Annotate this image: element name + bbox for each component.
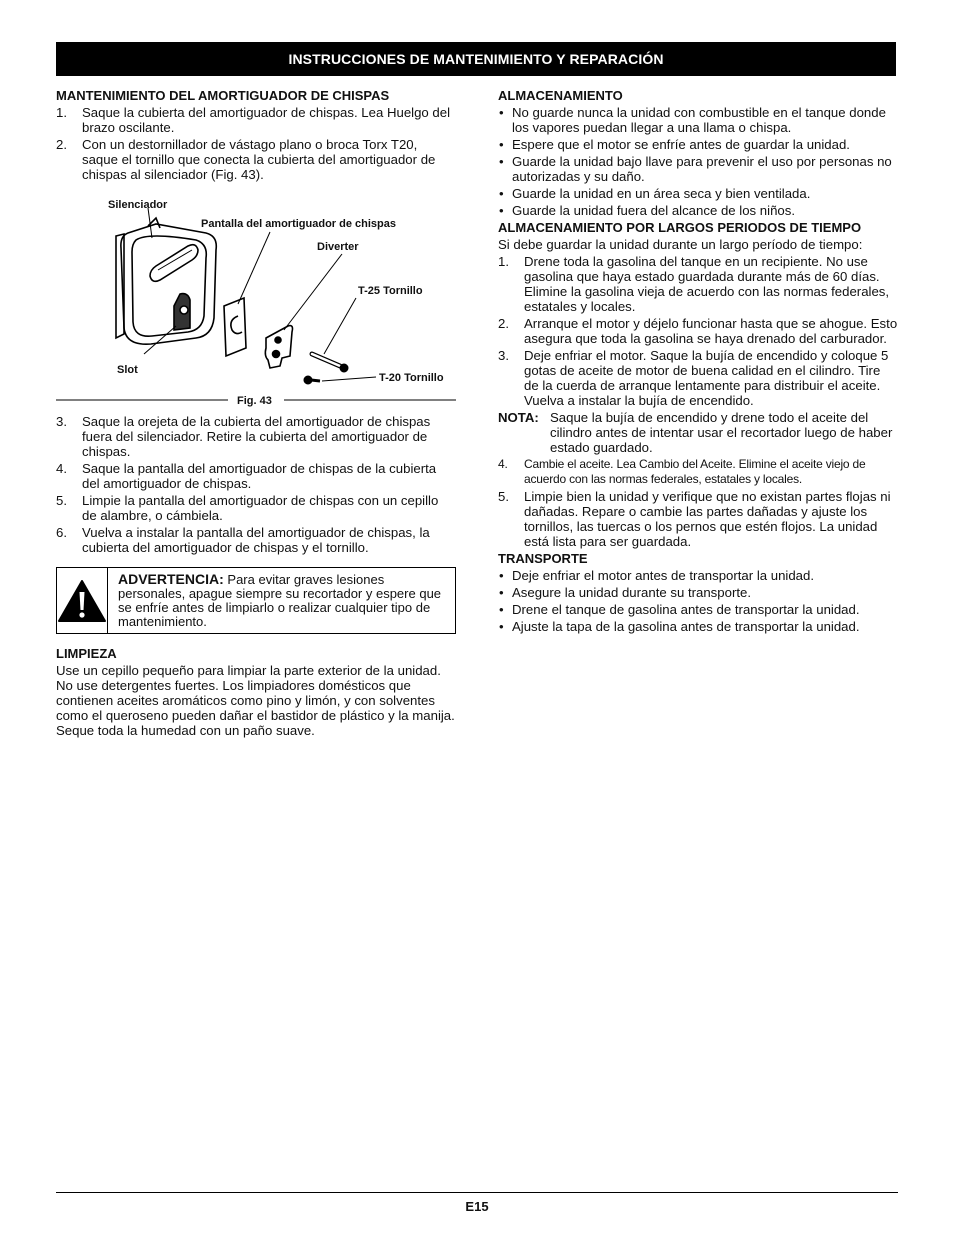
list-item (498, 619, 898, 634)
warning-title: ADVERTENCIA: (118, 571, 224, 587)
heading-storage: ALMACENAMIENTO (498, 88, 623, 103)
bullet-text: Espere que el motor se enfríe antes de guardar la unidad. (512, 137, 850, 152)
section-banner (56, 42, 896, 76)
bullet-icon: • (499, 568, 504, 583)
bullet-text: No guarde nunca la unidad con combustible en el tanque donde los vapores puedan llegar a una llama o chispa. (512, 105, 886, 135)
step-number: 3. (56, 414, 67, 429)
bullet-icon: • (499, 186, 504, 201)
warning-box (56, 567, 456, 634)
warning-icon-cell (57, 568, 108, 633)
list-item (498, 254, 898, 314)
step-text: Saque la orejeta de la cubierta del amortiguador de chispas fuera del silenciador. Retire la cubierta del amortiguador de chispas. (82, 414, 431, 459)
list-item (498, 568, 898, 583)
muffler-drawing (116, 218, 216, 344)
label-silenciador: Silenciador (108, 199, 168, 211)
long-storage-intro: Si debe guardar la unidad durante un largo período de tiempo: (498, 237, 863, 252)
label-pantalla: Pantalla del amortiguador de chispas (201, 218, 396, 230)
list-item (56, 105, 456, 135)
right-column (498, 88, 898, 636)
bullet-icon: • (499, 154, 504, 169)
step-text: Arranque el motor y déjelo funcionar hasta que se ahogue. Esto asegura que toda la gasolina se haya drenado del carburador. (524, 316, 898, 346)
bullet-text: Asegure la unidad durante su transporte. (512, 585, 751, 600)
step-number: 2. (56, 137, 67, 152)
storage-bullets (498, 105, 898, 218)
cleaning-text: Use un cepillo pequeño para limpiar la parte exterior de la unidad. No use detergentes fuertes. Los limpiadores domésticos que contienen aceites aromáticos como pino y limón, y con solventes como el queroseno pueden dañar el bastidor de plástico y la manija. Seque toda la humedad con un paño suave. (56, 663, 455, 738)
section-title: INSTRUCCIONES DE MANTENIMIENTO Y REPARACIÓN (288, 51, 664, 67)
step-text: Drene toda la gasolina del tanque en un recipiente. No use gasolina que haya estado guardada durante más de 60 días. Elimine la gasolina vieja de acuerdo con las normas federales, estatales y locales. (524, 254, 890, 314)
list-item (498, 489, 898, 549)
list-item (498, 154, 898, 184)
step-number: 5. (56, 493, 67, 508)
step-text: Deje enfriar el motor. Saque la bujía de encendido y coloque 5 gotas de aceite de motor de buena calidad en el cilindro. Tire de la cuerda de arranque lentamente para distribuir el aceite. Vuelva a instalar la bujía de encendido. (524, 348, 889, 408)
heading-muffler-maintenance: MANTENIMIENTO DEL AMORTIGUADOR DE CHISPAS (56, 88, 390, 103)
bullet-text: Guarde la unidad en un área seca y bien ventilada. (512, 186, 811, 201)
figure-43 (56, 188, 456, 406)
label-slot: Slot (117, 364, 138, 376)
note-label: NOTA: (498, 410, 539, 425)
step-text: Con un destornillador de vástago plano o broca Torx T20, saque el tornillo que conecta la cubierta del amortiguador de chispas al silenciador (Fig. 43). (82, 137, 436, 182)
bullet-icon: • (499, 203, 504, 218)
long-storage-steps (498, 254, 898, 408)
bullet-icon: • (499, 137, 504, 152)
step-text: Limpie bien la unidad y verifique que no existan partes flojas ni dañadas. Repare o cambie las partes dañadas y ajuste los tornillos, las tuercas o los pernos que estén flojos. La unidad está lista para ser guardada. (524, 489, 891, 549)
spark-arrestor-screen-drawing (224, 298, 246, 356)
bullet-text: Guarde la unidad fuera del alcance de los niños. (512, 203, 795, 218)
muffler-steps-list-continued (56, 414, 456, 555)
step-number: 6. (56, 525, 67, 540)
t25-screw-drawing (312, 354, 348, 372)
label-t20: T-20 Tornillo (379, 372, 444, 384)
bullet-text: Deje enfriar el motor antes de transportar la unidad. (512, 568, 815, 583)
list-item (56, 414, 456, 459)
label-t25: T-25 Tornillo (358, 285, 423, 297)
list-item (498, 457, 898, 487)
list-item (56, 461, 456, 491)
step-number: 3. (498, 348, 509, 363)
transport-bullets (498, 568, 898, 634)
bullet-icon: • (499, 619, 504, 634)
step-text: Saque la pantalla del amortiguador de chispas de la cubierta del amortiguador de chispas. (82, 461, 437, 491)
warning-triangle-icon (57, 578, 107, 624)
list-item (498, 348, 898, 408)
bullet-icon: • (499, 105, 504, 120)
note-block (498, 410, 898, 455)
list-item (498, 316, 898, 346)
step-text: Limpie la pantalla del amortiguador de chispas con un cepillo de alambre, o cámbiela. (82, 493, 439, 523)
diverter-drawing (265, 326, 292, 368)
step-number: 5. (498, 489, 509, 504)
list-item (56, 525, 456, 555)
muffler-steps-list (56, 105, 456, 182)
t20-screw-drawing (304, 376, 320, 384)
bullet-text: Drene el tanque de gasolina antes de transportar la unidad. (512, 602, 860, 617)
heading-cleaning: LIMPIEZA (56, 646, 117, 661)
bullet-text: Ajuste la tapa de la gasolina antes de transportar la unidad. (512, 619, 860, 634)
warning-text (108, 568, 455, 633)
list-item (498, 203, 898, 218)
step-number: 4. (56, 461, 67, 476)
list-item (498, 105, 898, 135)
step-text: Cambie el aceite. Lea Cambio del Aceite. Elimine el aceite viejo de acuerdo con las normas federales, estatales y locales. (524, 457, 866, 486)
step-number: 2. (498, 316, 509, 331)
heading-transport: TRANSPORTE (498, 551, 588, 566)
heading-long-storage: ALMACENAMIENTO POR LARGOS PERIODOS DE TIEMPO (498, 220, 862, 235)
list-item (498, 186, 898, 201)
list-item (498, 137, 898, 152)
label-diverter: Diverter (317, 241, 359, 253)
long-storage-steps-continued (498, 457, 898, 549)
figure-caption: Fig. 43 (237, 395, 272, 407)
warning-body: Para evitar graves lesiones personales, apague siempre su recortador y espere que se enfríe antes de limpiarlo o realizar cualquier tipo de mantenimiento. (118, 572, 442, 629)
note-text: Saque la bujía de encendido y drene todo el aceite del cilindro antes de intentar usar el recortador luego de haber estado guardado. (550, 410, 893, 455)
list-item (56, 493, 456, 523)
bullet-text: Guarde la unidad bajo llave para prevenir el uso por personas no autorizadas y su daño. (512, 154, 892, 184)
page-number: E15 (465, 1199, 489, 1214)
leader-lines (144, 208, 376, 381)
bullet-icon: • (499, 602, 504, 617)
list-item (56, 137, 456, 182)
left-column (56, 88, 456, 740)
step-number: 1. (56, 105, 67, 120)
list-item (498, 585, 898, 600)
step-number: 4. (498, 457, 508, 471)
footer-divider (56, 1192, 898, 1193)
step-number: 1. (498, 254, 509, 269)
step-text: Vuelva a instalar la pantalla del amortiguador de chispas, la cubierta del amortiguador de chispas y el tornillo. (82, 525, 430, 555)
step-text: Saque la cubierta del amortiguador de chispas. Lea Huelgo del brazo oscilante. (82, 105, 451, 135)
list-item (498, 602, 898, 617)
bullet-icon: • (499, 585, 504, 600)
